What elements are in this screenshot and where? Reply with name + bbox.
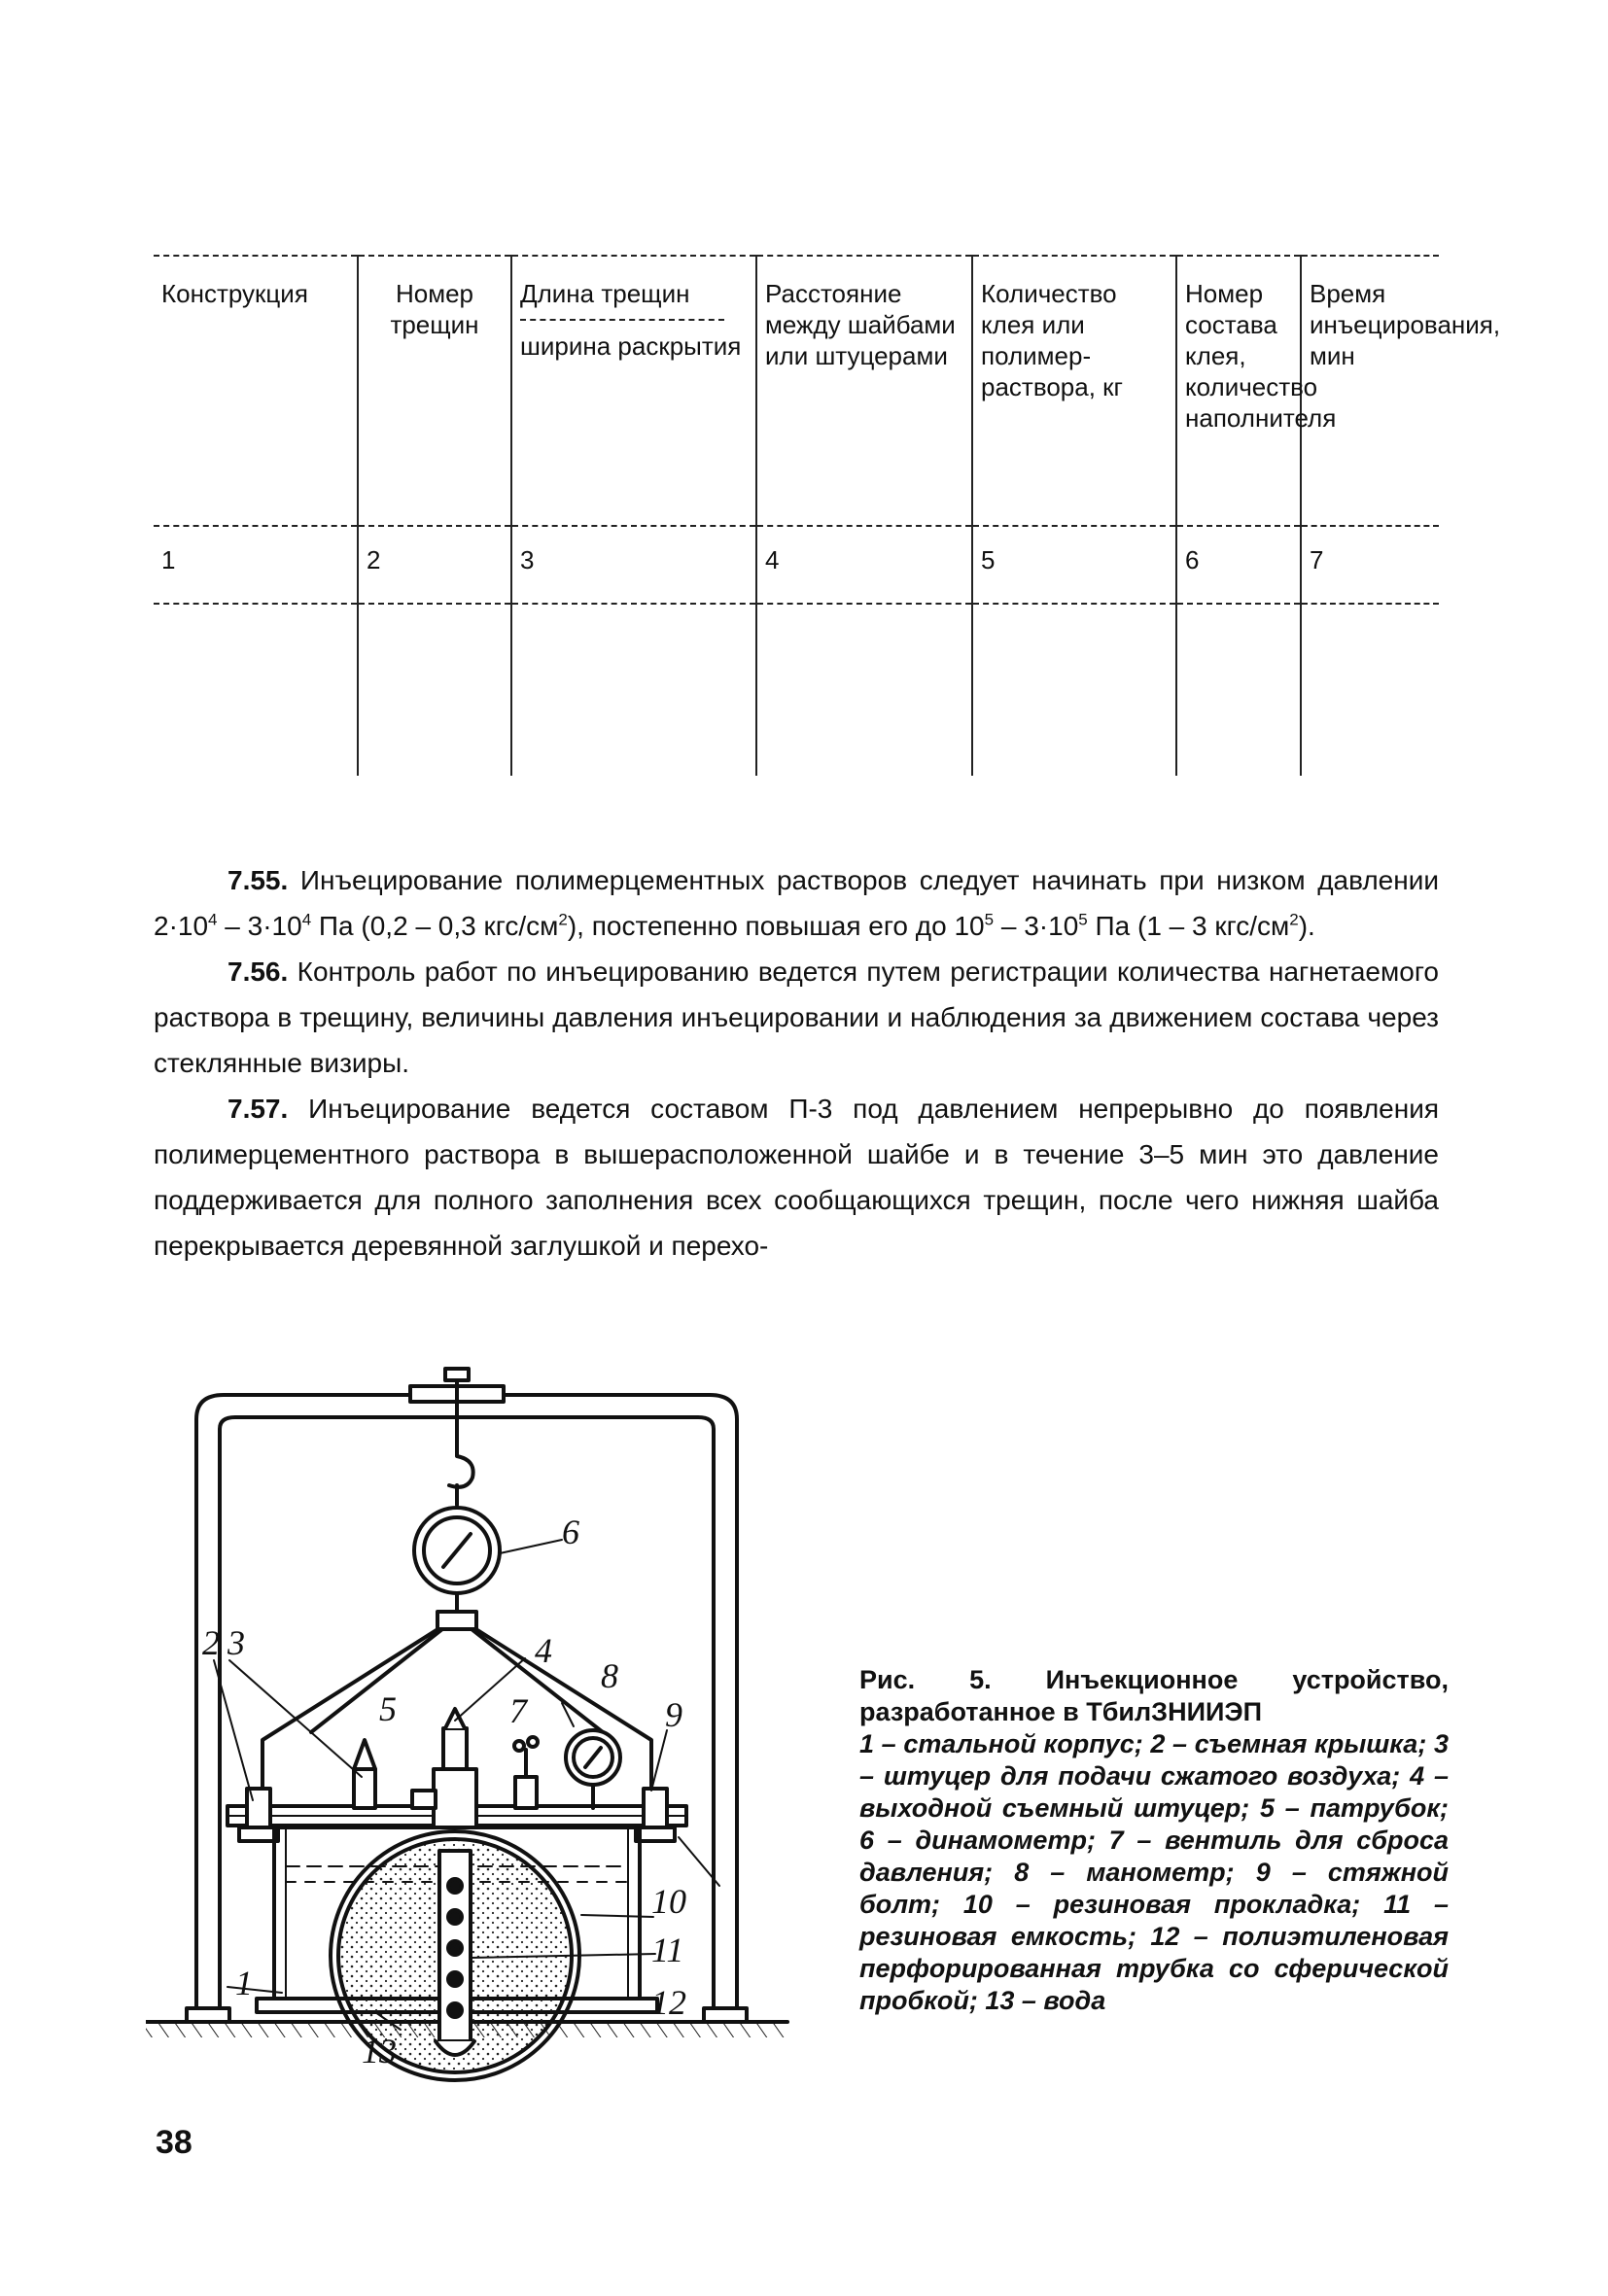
relief-valve	[515, 1777, 537, 1808]
exponent: 2	[1289, 910, 1299, 929]
figure-label-1: 1	[235, 1964, 253, 2002]
header-construction: Конструкция	[154, 256, 358, 526]
paragraph-text: Па (0,2 – 0,3 кгс/см	[311, 911, 559, 941]
table-cell	[154, 604, 358, 776]
figure-label-7: 7	[509, 1691, 527, 1730]
paragraph-7-56	[154, 949, 1439, 1086]
table-cell	[756, 604, 972, 776]
figure-label-4: 4	[535, 1631, 552, 1670]
figure-label-8: 8	[601, 1656, 618, 1695]
figure-label-12: 12	[651, 1983, 686, 2022]
paragraph-text: Инъецирование полимерцементных растворов следует начинать при низком давлении 2·10	[154, 865, 1439, 941]
caption-title: Рис. 5. Инъекционное устройство, разработанное в ТбилЗНИИЭП	[859, 1665, 1449, 1726]
figure-label-6: 6	[562, 1513, 579, 1551]
paragraph-text: Инъецирование ведется составом П-3 под давлением непрерывно до появления полимерцементного раствора в вышерасположенной шайбе и в течение 3–5 мин это давление поддерживается для полного заполнения всех сообщающихся трещин, после чего нижняя шайба перекрывается деревянной заглушкой и перехо-	[154, 1094, 1439, 1261]
exponent: 5	[1078, 910, 1088, 929]
column-number: 6	[1176, 526, 1301, 604]
figure-label-13: 13	[362, 2032, 397, 2070]
paragraph-number: 7.56.	[227, 957, 289, 987]
bolt-right	[644, 1789, 667, 1831]
figure-label-2: 2	[202, 1623, 220, 1662]
fraction-rule	[520, 319, 724, 321]
paragraph-text: Па (1 – 3 кгс/см	[1087, 911, 1290, 941]
injection-device-figure	[146, 1341, 807, 2119]
injection-log-table	[154, 255, 1501, 776]
column-number: 4	[756, 526, 972, 604]
exponent: 2	[558, 910, 568, 929]
header-crack-length-width	[511, 256, 756, 526]
column-number: 2	[358, 526, 511, 604]
table-empty-row	[154, 604, 1439, 776]
exponent: 5	[984, 910, 995, 929]
frame-foot-left	[187, 2008, 229, 2022]
paragraph-7-57	[154, 1086, 1439, 1269]
page-number: 38	[156, 2124, 192, 2161]
exponent: 4	[301, 910, 312, 929]
outlet-fitting	[434, 1769, 476, 1827]
paragraph-text: ), постепенно повышая его до 10	[567, 911, 985, 941]
figure-caption	[859, 1664, 1449, 2017]
column-number: 5	[972, 526, 1176, 604]
table-cell	[358, 604, 511, 776]
header-crack-length: Длина трещин	[520, 279, 690, 308]
header-crack-number: Номер трещин	[358, 256, 511, 526]
table-cell	[1176, 604, 1301, 776]
paragraph-text: ).	[1298, 911, 1315, 941]
table-header-row	[154, 256, 1439, 526]
figure-label-10: 10	[651, 1882, 686, 1921]
exponent: 4	[208, 910, 218, 929]
table-cell	[1301, 604, 1439, 776]
top-nut	[445, 1369, 469, 1380]
column-number: 1	[154, 526, 358, 604]
paragraph-7-55	[154, 857, 1439, 949]
paragraph-text: – 3·10	[217, 911, 302, 941]
column-number: 3	[511, 526, 756, 604]
body-text	[154, 857, 1439, 1269]
paragraph-text: – 3·10	[994, 911, 1079, 941]
air-fitting	[354, 1769, 375, 1808]
paragraph-number: 7.55.	[227, 865, 289, 895]
header-glue-amount: Количество клея или полимер-раствора, кг	[972, 256, 1176, 526]
figure-label-11: 11	[651, 1931, 684, 1969]
table-cell	[972, 604, 1176, 776]
sling-right	[467, 1623, 651, 1806]
paragraph-number: 7.57.	[227, 1094, 289, 1124]
figure-label-9: 9	[665, 1695, 682, 1734]
caption-legend: 1 – стальной корпус; 2 – съемная крышка; 3 – штуцер для подачи сжатого воздуха; 4 – выходной съемный штуцер; 5 – патрубок; 6 – динамометр; 7 – вентиль для сброса давления; 8 – манометр; 9 – стяжной болт; 10 – резиновая прокладка; 11 – резиновая емкость; 12 – полиэтиленовая перфорированная трубка со сферической пробкой; 13 – вода	[859, 1729, 1449, 2015]
header-crack-width: ширина раскрытия	[520, 331, 742, 361]
frame-foot-right	[704, 2008, 747, 2022]
header-washer-distance: Расстояние между шайбами или штуцерами	[756, 256, 972, 526]
figure-label-3: 3	[227, 1623, 245, 1662]
column-number: 7	[1301, 526, 1439, 604]
header-composition-number: Номер состава клея, количество наполнителя	[1176, 256, 1301, 526]
paragraph-text: Контроль работ по инъецированию ведется путем регистрации количества нагнетаемого раствора в трещину, величины давления инъецировании и наблюдения за движением состава через стеклянные визиры.	[154, 957, 1439, 1078]
table-column-numbers-row	[154, 526, 1439, 604]
branch-pipe	[412, 1791, 436, 1808]
table-cell	[511, 604, 756, 776]
injection-device-drawing	[146, 1341, 807, 2119]
sling-ring	[437, 1612, 476, 1629]
header-injection-time: Время инъецирования, мин	[1301, 256, 1439, 526]
figure-label-5: 5	[379, 1689, 397, 1728]
hook	[449, 1439, 473, 1487]
